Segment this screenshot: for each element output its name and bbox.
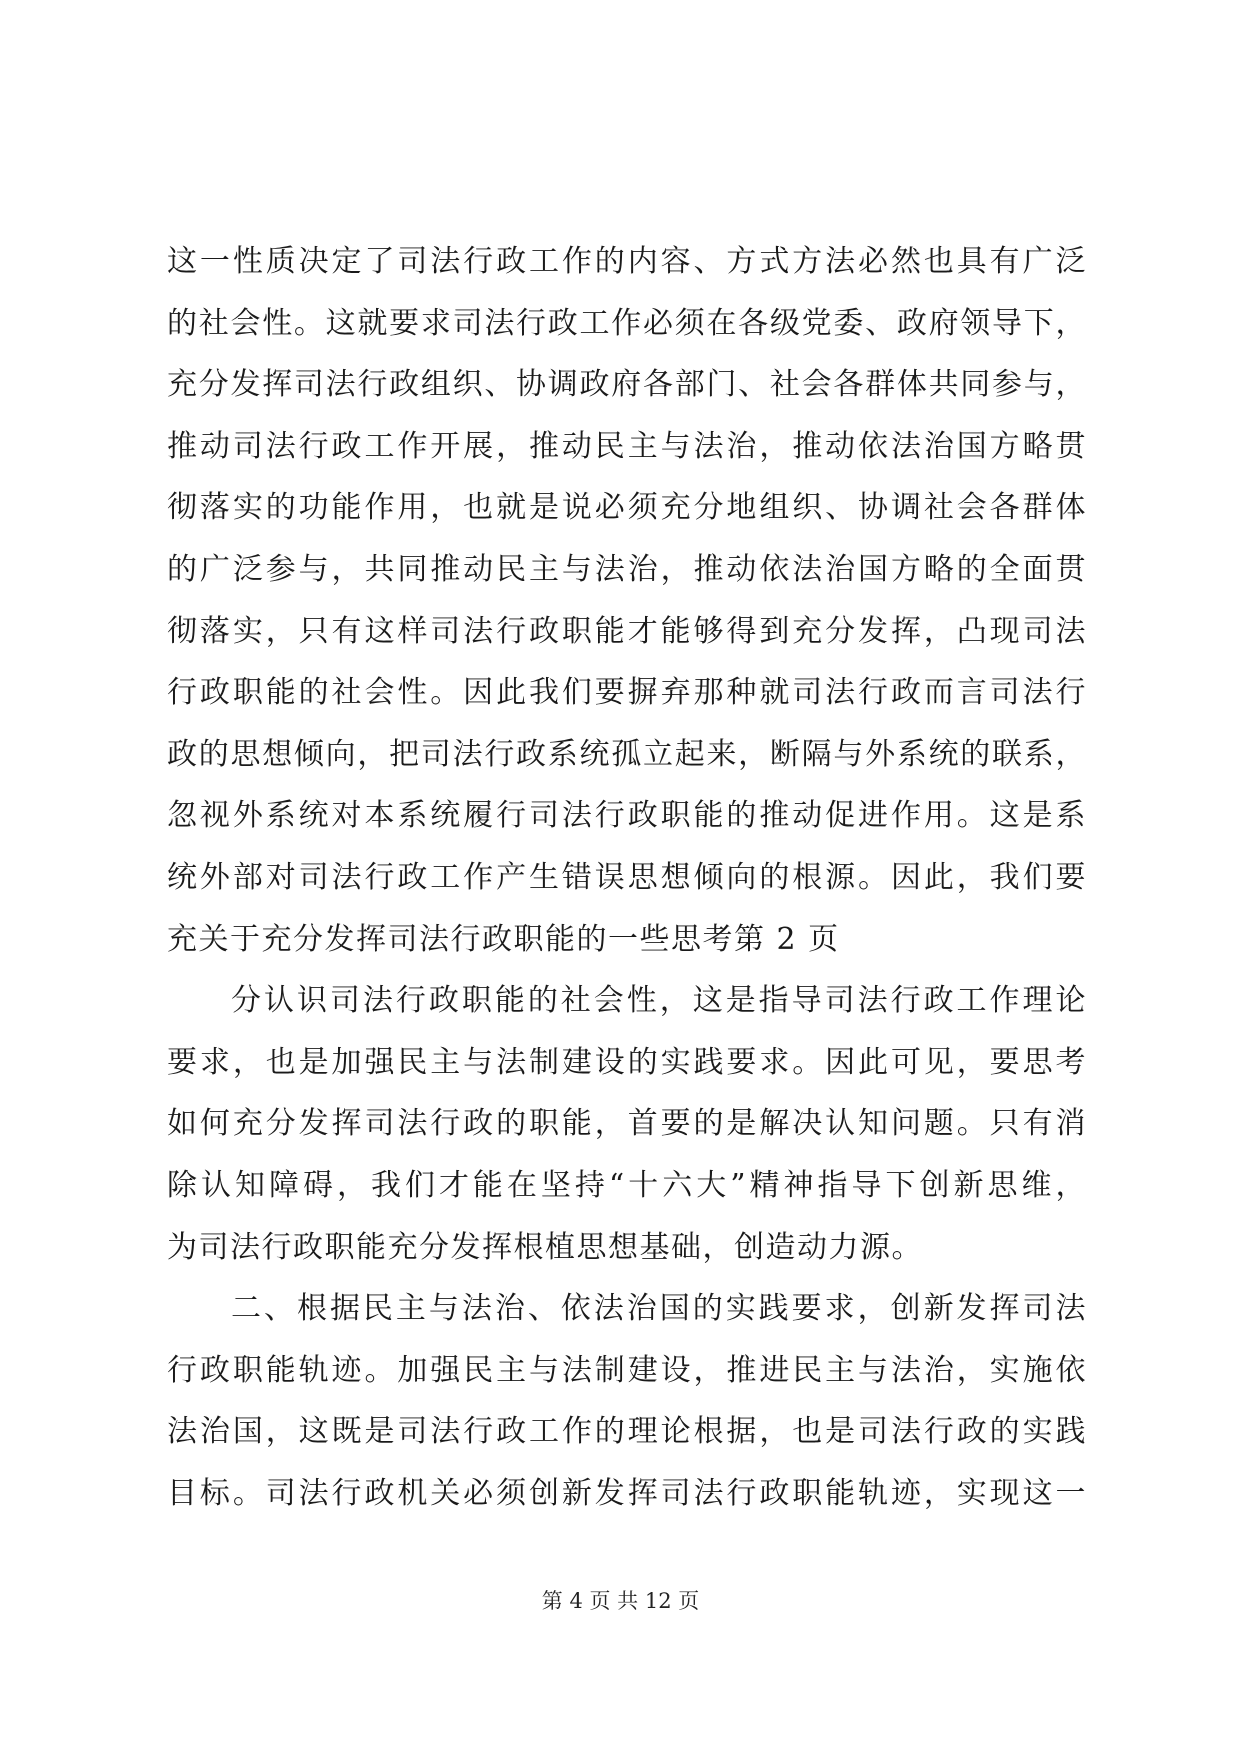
text-line: 充分发挥司法行政组织、协调政府各部门、社会各群体共同参与，	[167, 367, 1087, 403]
text-line: 彻落实的功能作用，也就是说必须充分地组织、协调社会各群体	[167, 490, 1087, 526]
text-line: 要求，也是加强民主与法制建设的实践要求。因此可见，要思考	[167, 1044, 1087, 1080]
text-line: 统外部对司法行政工作产生错误思想倾向的根源。因此，我们要	[167, 859, 1087, 895]
text-line: 法治国，这既是司法行政工作的理论根据，也是司法行政的实践	[167, 1414, 1087, 1450]
text-line: 行政职能轨迹。加强民主与法制建设，推进民主与法治，实施依	[167, 1352, 1087, 1388]
text-line: 目标。司法行政机关必须创新发挥司法行政职能轨迹，实现这一	[167, 1475, 1087, 1511]
text-line: 彻落实，只有这样司法行政职能才能够得到充分发挥，凸现司法	[167, 613, 1087, 649]
text-line: 推动司法行政工作开展，推动民主与法治，推动依法治国方略贯	[167, 428, 1087, 464]
text-line: 的社会性。这就要求司法行政工作必须在各级党委、政府领导下，	[167, 305, 1087, 341]
text-line: 分认识司法行政职能的社会性，这是指导司法行政工作理论	[231, 983, 1087, 1019]
text-line: 为司法行政职能充分发挥根植思想基础，创造动力源。	[167, 1229, 923, 1265]
text-line: 如何充分发挥司法行政的职能，首要的是解决认知问题。只有消	[167, 1106, 1087, 1142]
text-line: 二、根据民主与法治、依法治国的实践要求，创新发挥司法	[231, 1291, 1087, 1327]
text-line: 这一性质决定了司法行政工作的内容、方式方法必然也具有广泛	[167, 244, 1087, 279]
text-line: 行政职能的社会性。因此我们要摒弃那种就司法行政而言司法行	[167, 675, 1087, 711]
text-line: 充关于充分发挥司法行政职能的一些思考第 2 页	[167, 921, 840, 957]
text-line: 除认知障碍，我们才能在坚持“十六大”精神指导下创新思维，	[167, 1167, 1087, 1203]
body-text	[167, 231, 1087, 1524]
text-line: 政的思想倾向，把司法行政系统孤立起来，断隔与外系统的联系，	[167, 736, 1087, 772]
page-footer: 第 4 页 共 12 页	[541, 1589, 700, 1613]
text-line: 忽视外系统对本系统履行司法行政职能的推动促进作用。这是系	[167, 798, 1087, 834]
text-line: 的广泛参与，共同推动民主与法治，推动依法治国方略的全面贯	[167, 551, 1087, 587]
